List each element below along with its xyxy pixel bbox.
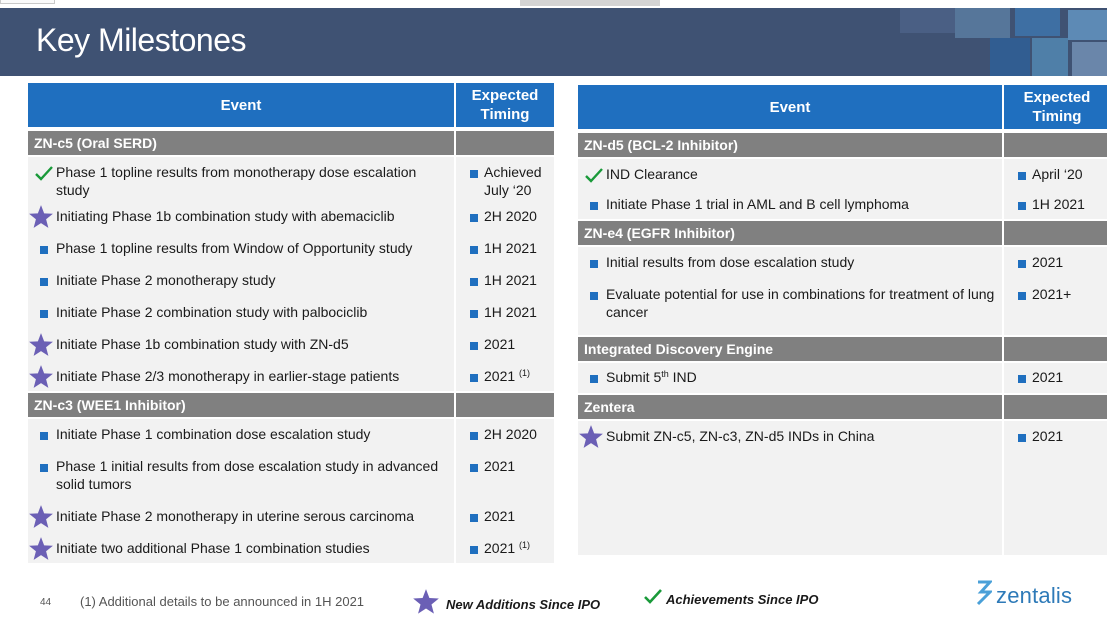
star-icon — [28, 536, 54, 562]
bullet-icon — [470, 514, 478, 522]
milestone-timing: 2021 — [484, 458, 516, 474]
milestone-event: Phase 1 topline results from monotherapy dose escalation study — [56, 164, 417, 198]
milestone-timing: 2021 — [484, 368, 516, 384]
milestone-event: Submit 5th IND — [606, 369, 697, 385]
milestone-timing: 2021 — [484, 336, 516, 352]
window-tab-active — [520, 0, 660, 6]
section-timing-blank — [456, 129, 554, 157]
legend-new-additions — [412, 588, 600, 621]
section-timing-blank — [1004, 335, 1107, 363]
milestone-event: Initiate two additional Phase 1 combination studies — [56, 540, 370, 556]
bullet-icon — [1018, 260, 1026, 268]
page-number: 44 — [40, 597, 52, 608]
legend-achievements — [644, 588, 818, 611]
star-icon — [578, 424, 604, 450]
section-title: ZN-c5 (Oral SERD) — [28, 129, 454, 157]
milestone-event: Initiate Phase 1b combination study with ZN-d5 — [56, 336, 349, 352]
bullet-icon — [470, 546, 478, 554]
bullet-icon — [470, 310, 478, 318]
bullet-icon — [470, 374, 478, 382]
milestone-event: Submit ZN-c5, ZN-c3, ZN-d5 INDs in China — [606, 428, 875, 444]
bullet-icon — [40, 432, 48, 440]
section-title: ZN-c3 (WEE1 Inhibitor) — [28, 391, 454, 419]
page-title: Key Milestones — [36, 22, 246, 58]
milestone-timing: 2021+ — [1032, 286, 1072, 302]
legend-new-label: New Additions Since IPO — [446, 597, 601, 612]
bullet-icon — [470, 342, 478, 350]
check-icon — [584, 166, 604, 186]
section-timing-blank — [1004, 219, 1107, 247]
footer — [0, 582, 1107, 622]
zentalis-logo-icon — [976, 580, 992, 611]
bullet-icon — [590, 292, 598, 300]
left-milestones-table — [26, 83, 556, 563]
milestone-event: Initiate Phase 1 combination dose escalation study — [56, 426, 371, 442]
star-icon — [28, 504, 54, 530]
section-timing-blank — [1004, 131, 1107, 159]
milestone-event: Initiate Phase 2/3 monotherapy in earlier-stage patients — [56, 368, 400, 384]
milestone-event: Initiating Phase 1b combination study with abemaciclib — [56, 208, 395, 224]
milestone-event: Phase 1 initial results from dose escalation study in advanced solid tumors — [56, 458, 439, 492]
footnote: (1) Additional details to be announced in 1H 2021 — [80, 594, 365, 609]
bullet-icon — [470, 214, 478, 222]
milestone-timing: 1H 2021 — [1032, 196, 1085, 212]
milestone-event: Initial results from dose escalation study — [606, 254, 855, 270]
star-icon — [28, 204, 54, 230]
bullet-icon — [40, 246, 48, 254]
legend-achieved-label: Achievements Since IPO — [666, 592, 819, 607]
milestone-timing: 2021 — [484, 540, 516, 556]
milestone-timing: 2021 — [484, 508, 516, 524]
bullet-icon — [590, 260, 598, 268]
star-icon — [28, 364, 54, 390]
milestone-timing: April ‘20 — [1032, 166, 1083, 182]
bullet-icon — [40, 310, 48, 318]
milestone-event: IND Clearance — [606, 166, 698, 182]
milestone-event: Initiate Phase 2 monotherapy study — [56, 272, 276, 288]
bullet-icon — [1018, 434, 1026, 442]
footnote-ref: (1) — [519, 540, 531, 550]
left-header-timing: Expected Timing — [456, 83, 554, 129]
bullet-icon — [470, 170, 478, 178]
window-tab — [0, 0, 55, 4]
right-header-event: Event — [578, 85, 1002, 131]
footnote-ref: (1) — [519, 368, 531, 378]
bullet-icon — [470, 432, 478, 440]
section-title: Integrated Discovery Engine — [578, 335, 1002, 363]
milestone-event: Initiate Phase 1 trial in AML and B cell lymphoma — [606, 196, 909, 212]
milestone-timing: 1H 2021 — [484, 240, 537, 256]
logo-text: zentalis — [996, 582, 1073, 608]
milestone-event: Initiate Phase 2 monotherapy in uterine serous carcinoma — [56, 508, 414, 524]
window-top-strip — [0, 0, 1107, 8]
star-icon — [412, 588, 440, 621]
bullet-icon — [40, 464, 48, 472]
check-icon — [644, 588, 662, 611]
milestone-event: Evaluate potential for use in combinations for treatment of lung cancer — [606, 286, 995, 320]
milestone-event: Phase 1 topline results from Window of Opportunity study — [56, 240, 413, 256]
title-banner — [0, 8, 1107, 76]
bullet-icon — [40, 278, 48, 286]
bullet-icon — [1018, 202, 1026, 210]
bullet-icon — [1018, 292, 1026, 300]
bullet-icon — [470, 464, 478, 472]
milestone-event: Initiate Phase 2 combination study with palbociclib — [56, 304, 368, 320]
milestone-timing: 2021 — [1032, 369, 1064, 385]
section-timing-blank — [1004, 393, 1107, 421]
bullet-icon — [470, 278, 478, 286]
milestone-timing: 1H 2021 — [484, 272, 537, 288]
bullet-icon — [590, 202, 598, 210]
bullet-icon — [1018, 172, 1026, 180]
milestone-timing: Achieved July ‘20 — [484, 164, 542, 198]
company-logo — [976, 580, 1072, 611]
section-timing-blank — [456, 391, 554, 419]
section-title: ZN-e4 (EGFR Inhibitor) — [578, 219, 1002, 247]
milestone-timing: 2H 2020 — [484, 426, 537, 442]
section-title: Zentera — [578, 393, 1002, 421]
milestone-timing: 1H 2021 — [484, 304, 537, 320]
milestone-timing: 2021 — [1032, 428, 1064, 444]
check-icon — [34, 164, 54, 184]
bullet-icon — [1018, 375, 1026, 383]
bullet-icon — [590, 375, 598, 383]
milestone-timing: 2H 2020 — [484, 208, 537, 224]
right-milestones-table — [576, 85, 1107, 555]
star-icon — [28, 332, 54, 358]
section-title: ZN-d5 (BCL-2 Inhibitor) — [578, 131, 1002, 159]
right-header-timing: Expected Timing — [1004, 85, 1107, 131]
bullet-icon — [470, 246, 478, 254]
milestone-timing: 2021 — [1032, 254, 1064, 270]
left-header-event: Event — [28, 83, 454, 129]
